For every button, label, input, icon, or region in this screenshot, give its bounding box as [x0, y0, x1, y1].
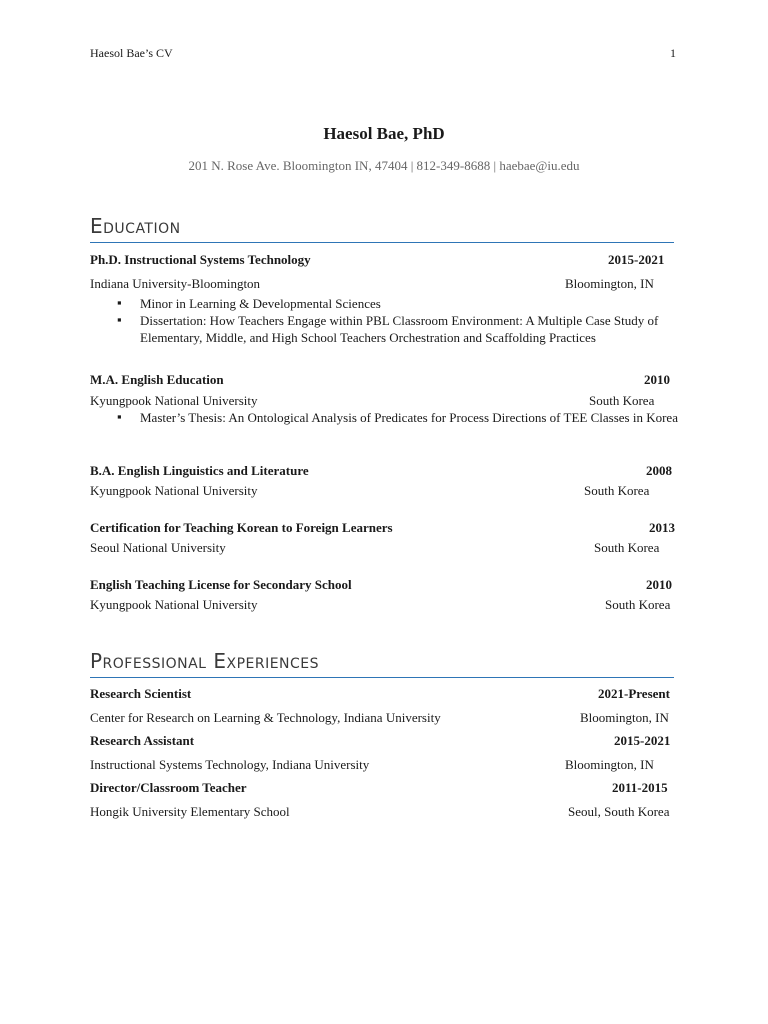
experience-section: [90, 649, 674, 678]
bullet-icon: ▪: [117, 295, 122, 310]
org-name: Hongik University Elementary School: [90, 804, 290, 819]
bullet-icon: ▪: [117, 409, 122, 424]
org-location: Bloomington, IN: [580, 710, 669, 725]
org-name: Instructional Systems Technology, Indiana University: [90, 757, 370, 772]
school-location: Bloomington, IN: [565, 276, 654, 291]
contact-line: 201 N. Rose Ave. Bloomington IN, 47404 | 812-349-8688 | haebae@iu.edu: [188, 158, 580, 173]
bullet-icon: ▪: [117, 312, 122, 327]
bullet-text: Minor in Learning & Developmental Sciences: [140, 296, 381, 311]
degree-title: M.A. English Education: [90, 372, 224, 387]
bullet-text: Dissertation: How Teachers Engage within PBL Classroom Environment: A Multiple Case Study of Elementary, Middle, and High School Teachers Orchestration and Scaffolding Practices: [140, 313, 659, 345]
org-location: Seoul, South Korea: [568, 804, 670, 819]
cv-name: Haesol Bae, PhD: [323, 124, 445, 143]
school-location: South Korea: [589, 393, 655, 408]
bullet-text: Master’s Thesis: An Ontological Analysis of Predicates for Process Directions of TEE Classes in Korea: [140, 410, 678, 425]
experience-heading: Professional Experiences: [90, 649, 674, 678]
degree-title: B.A. English Linguistics and Literature: [90, 463, 309, 478]
degree-year: 2010: [646, 577, 672, 592]
school-location: South Korea: [605, 597, 671, 612]
page-number: 1: [670, 46, 676, 60]
org-location: Bloomington, IN: [565, 757, 654, 772]
school-name: Kyungpook National University: [90, 597, 258, 612]
role-years: 2011-2015: [612, 780, 668, 795]
degree-title: Certification for Teaching Korean to Foreign Learners: [90, 520, 393, 535]
role-years: 2015-2021: [614, 733, 671, 748]
org-name: Center for Research on Learning & Technology, Indiana University: [90, 710, 441, 725]
school-name: Kyungpook National University: [90, 483, 258, 498]
education-heading: Education: [90, 214, 674, 243]
school-name: Indiana University-Bloomington: [90, 276, 261, 291]
degree-year: 2008: [646, 463, 672, 478]
school-name: Seoul National University: [90, 540, 226, 555]
school-location: South Korea: [594, 540, 660, 555]
degree-title: English Teaching License for Secondary School: [90, 577, 352, 592]
degree-year: 2015-2021: [608, 252, 665, 267]
role-years: 2021-Present: [598, 686, 670, 701]
school-location: South Korea: [584, 483, 650, 498]
role-title: Director/Classroom Teacher: [90, 780, 247, 795]
school-name: Kyungpook National University: [90, 393, 258, 408]
role-title: Research Scientist: [90, 686, 192, 701]
education-section: [90, 214, 674, 243]
running-header: Haesol Bae’s CV: [90, 46, 173, 60]
degree-title: Ph.D. Instructional Systems Technology: [90, 252, 311, 267]
role-title: Research Assistant: [90, 733, 195, 748]
degree-year: 2013: [649, 520, 675, 535]
degree-year: 2010: [644, 372, 670, 387]
